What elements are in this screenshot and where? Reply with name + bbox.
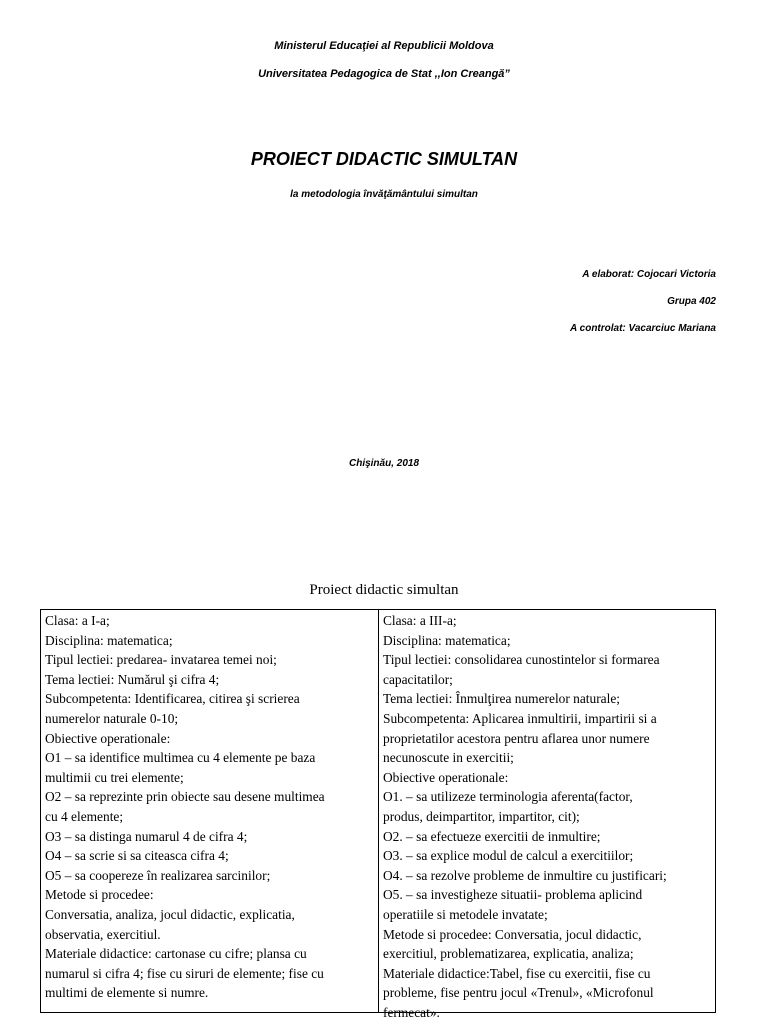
table-column-class-3 — [379, 610, 715, 1020]
author-group: Grupa 402 — [667, 296, 716, 307]
table-line: Disciplina: matematica; — [45, 632, 173, 648]
table-line: O3 – sa distinga numarul 4 de cifra 4; — [45, 828, 248, 844]
document-title: PROIECT DIDACTIC SIMULTAN — [250, 149, 518, 169]
table-line: Subcompetenta: Aplicarea inmultirii, impartirii si a — [383, 710, 657, 726]
document-subtitle: la metodologia învăţământului simultan — [290, 189, 478, 200]
table-line: produs, deimpartitor, impartitor, cit); — [383, 808, 580, 824]
table-line: Clasa: a III-a; — [383, 613, 457, 628]
table-line: O4 – sa scrie si sa citeasca cifra 4; — [45, 848, 229, 864]
university-name: Universitatea Pedagogica de Stat ,,Ion Creangă” — [258, 68, 510, 80]
table-line: Obiective operationale: — [383, 769, 509, 785]
table-line: Tema lectiei: Înmulţirea numerelor naturale; — [383, 691, 621, 707]
table-line: O3. – sa explice modul de calcul a exercitiilor; — [383, 848, 634, 864]
table-line: O2. – sa efectueze exercitii de inmultire; — [383, 828, 601, 844]
table-line: Conversatia, analiza, jocul didactic, explicatia, — [45, 906, 295, 922]
table-line: O2 – sa reprezinte prin obiecte sau desene multimea — [45, 789, 325, 805]
table-line: operatiile si metodele invatate; — [383, 906, 548, 922]
table-line: fermecat». — [383, 1004, 440, 1020]
table-line: Materiale didactice:Tabel, fise cu exercitii, fise cu — [383, 965, 651, 981]
table-line: Disciplina: matematica; — [383, 632, 511, 648]
table-line: numarul si cifra 4; fise cu siruri de elemente; fise cu — [45, 965, 324, 981]
author-elaborat: A elaborat: Cojocari Victoria — [582, 269, 716, 280]
ministry-name: Ministerul Educaţiei al Republicii Moldova — [274, 40, 494, 52]
table-column-class-1 — [41, 610, 379, 1012]
place-date: Chişinău, 2018 — [348, 458, 420, 469]
table-line: necunoscute in exercitii; — [383, 750, 514, 766]
table-line: Clasa: a I-a; — [45, 613, 110, 628]
table-line: observatia, exercitiul. — [45, 926, 161, 942]
table-line: capacitatilor; — [383, 671, 453, 687]
table-line: O1 – sa identifice multimea cu 4 elemente pe baza — [45, 750, 316, 766]
table-line: Obiective operationale: — [45, 730, 171, 746]
table-line: probleme, fise pentru jocul «Trenul», «Microfonul — [383, 985, 654, 1001]
table-line: numerelor naturale 0-10; — [45, 710, 179, 726]
table-line: Subcompetenta: Identificarea, citirea şi scrierea — [45, 691, 300, 707]
table-line: exercitiul, problematizarea, explicatia, analiza; — [383, 946, 634, 962]
table-line: Tipul lectiei: consolidarea cunostintelor si formarea — [383, 652, 660, 668]
table-line: O1. – sa utilizeze terminologia aferenta(factor, — [383, 789, 633, 805]
table-line: Metode si procedee: Conversatia, jocul didactic, — [383, 926, 642, 942]
table-line: O5. – sa investigheze situatii- problema aplicind — [383, 887, 643, 903]
table-line: Metode si procedee: — [45, 887, 154, 903]
table-line: O4. – sa rezolve probleme de inmultire cu justificari; — [383, 867, 667, 883]
author-controlat: A controlat: Vacarciuc Mariana — [570, 323, 716, 334]
table-line: O5 – sa coopereze în realizarea sarcinilor; — [45, 867, 271, 883]
table-line: multimi de elemente si numre. — [45, 985, 209, 1001]
table-line: Materiale didactice: cartonase cu cifre; plansa cu — [45, 946, 307, 962]
lesson-table — [40, 609, 716, 1020]
table-line: proprietatilor acestora pentru aflarea unor numere — [383, 730, 650, 746]
table-line: multimii cu trei elemente; — [45, 769, 184, 785]
section-title: Proiect didactic simultan — [309, 582, 459, 598]
table-line: Tema lectiei: Numărul şi cifra 4; — [45, 671, 220, 687]
table-line: cu 4 elemente; — [45, 808, 124, 824]
table-line: Tipul lectiei: predarea- invatarea temei noi; — [45, 652, 277, 668]
